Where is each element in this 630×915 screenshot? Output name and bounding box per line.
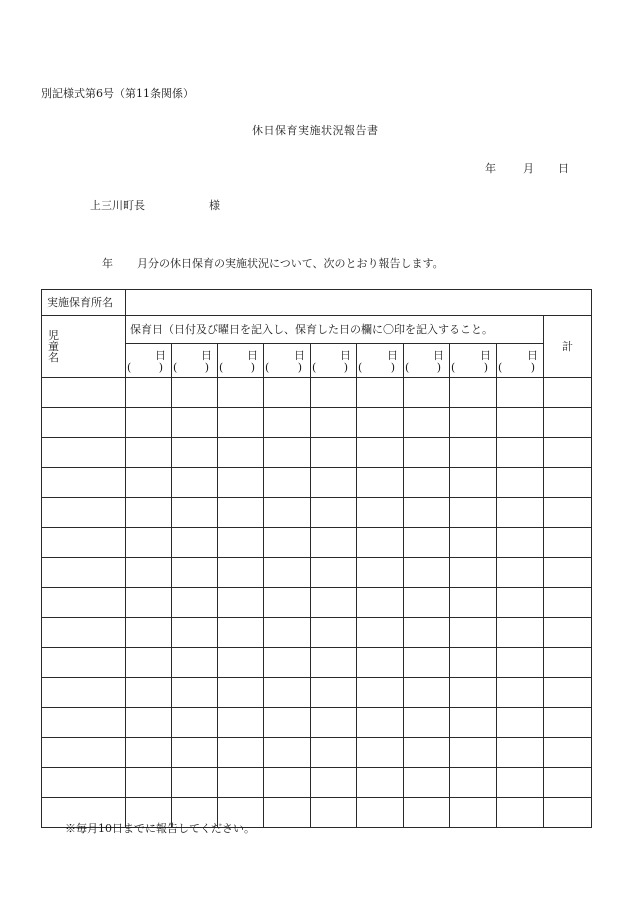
attendance-cell[interactable]: [450, 378, 497, 408]
child-name-cell[interactable]: [42, 738, 126, 768]
attendance-cell[interactable]: [404, 438, 450, 468]
attendance-cell[interactable]: [497, 798, 544, 828]
child-name-cell[interactable]: [42, 468, 126, 498]
attendance-cell[interactable]: [450, 738, 497, 768]
day-label: 日: [294, 349, 305, 362]
attendance-cell[interactable]: [357, 468, 404, 498]
attendance-cell[interactable]: [311, 408, 357, 438]
attendance-cell[interactable]: [450, 588, 497, 618]
total-cell[interactable]: [544, 708, 592, 738]
attendance-cell[interactable]: [264, 588, 311, 618]
date-year-label: 年: [485, 162, 496, 175]
attendance-cell[interactable]: [404, 648, 450, 678]
attendance-cell[interactable]: [404, 378, 450, 408]
attendance-cell[interactable]: [264, 498, 311, 528]
child-name-header: 児 童 名: [42, 316, 126, 378]
attendance-cell[interactable]: [172, 738, 218, 768]
table-row: [42, 678, 592, 708]
attendance-cell[interactable]: [126, 588, 172, 618]
attendance-cell[interactable]: [497, 498, 544, 528]
attendance-cell[interactable]: [311, 378, 357, 408]
attendance-cell[interactable]: [497, 708, 544, 738]
attendance-cell[interactable]: [126, 648, 172, 678]
attendance-cell[interactable]: [404, 498, 450, 528]
attendance-cell[interactable]: [450, 438, 497, 468]
total-header: 計: [544, 316, 592, 378]
attendance-cell[interactable]: [404, 468, 450, 498]
addressee-honorific: 様: [209, 199, 220, 212]
intro-year-label: 年: [102, 257, 113, 270]
attendance-cell[interactable]: [172, 768, 218, 798]
attendance-cell[interactable]: [218, 618, 264, 648]
child-name-cell[interactable]: [42, 408, 126, 438]
attendance-cell[interactable]: [126, 408, 172, 438]
attendance-cell[interactable]: [172, 588, 218, 618]
attendance-cell[interactable]: [357, 618, 404, 648]
table-row: [42, 378, 592, 408]
total-cell[interactable]: [544, 438, 592, 468]
attendance-cell[interactable]: [311, 678, 357, 708]
day-column-header[interactable]: [126, 344, 172, 378]
total-cell[interactable]: [544, 558, 592, 588]
weekday-paren-open: (: [358, 361, 363, 374]
attendance-cell[interactable]: [264, 708, 311, 738]
table-row: [42, 498, 592, 528]
addressee-name: 上三川町長: [90, 199, 145, 212]
day-column-header[interactable]: [311, 344, 357, 378]
day-label: 日: [340, 349, 351, 362]
attendance-cell[interactable]: [218, 768, 264, 798]
attendance-cell[interactable]: [264, 618, 311, 648]
attendance-cell[interactable]: [172, 678, 218, 708]
total-cell[interactable]: [544, 738, 592, 768]
weekday-paren-open: (: [451, 361, 456, 374]
child-name-cell[interactable]: [42, 768, 126, 798]
day-column-header[interactable]: [172, 344, 218, 378]
form-number: 別記様式第6号（第11条関係）: [41, 87, 194, 100]
attendance-cell[interactable]: [311, 798, 357, 828]
child-name-cell[interactable]: [42, 378, 126, 408]
weekday-paren-open: (: [405, 361, 410, 374]
attendance-cell[interactable]: [357, 678, 404, 708]
header-row: [42, 316, 592, 344]
attendance-cell[interactable]: [357, 738, 404, 768]
attendance-cell[interactable]: [450, 648, 497, 678]
weekday-paren-close: ): [158, 361, 163, 374]
child-name-cell[interactable]: [42, 528, 126, 558]
total-cell[interactable]: [544, 798, 592, 828]
attendance-cell[interactable]: [497, 438, 544, 468]
attendance-cell[interactable]: [218, 708, 264, 738]
attendance-cell[interactable]: [172, 438, 218, 468]
weekday-paren-close: ): [297, 361, 302, 374]
attendance-cell[interactable]: [404, 798, 450, 828]
attendance-cell[interactable]: [172, 708, 218, 738]
day-column-header[interactable]: [218, 344, 264, 378]
intro-text: 月分の休日保育の実施状況について、次のとおり報告します。: [137, 257, 444, 270]
facility-label: 実施保育所名: [42, 290, 126, 316]
attendance-cell[interactable]: [404, 558, 450, 588]
weekday-paren-close: ): [204, 361, 209, 374]
attendance-cell[interactable]: [404, 768, 450, 798]
attendance-cell[interactable]: [264, 528, 311, 558]
attendance-cell[interactable]: [218, 468, 264, 498]
attendance-cell[interactable]: [450, 618, 497, 648]
attendance-cell[interactable]: [126, 708, 172, 738]
attendance-cell[interactable]: [311, 738, 357, 768]
attendance-cell[interactable]: [404, 738, 450, 768]
day-label: 日: [480, 349, 491, 362]
attendance-cell[interactable]: [264, 468, 311, 498]
attendance-cell[interactable]: [264, 738, 311, 768]
table-row: [42, 438, 592, 468]
child-name-cell[interactable]: [42, 708, 126, 738]
attendance-cell[interactable]: [497, 618, 544, 648]
attendance-cell[interactable]: [357, 768, 404, 798]
child-name-cell[interactable]: [42, 648, 126, 678]
attendance-cell[interactable]: [126, 618, 172, 648]
weekday-paren-close: ): [436, 361, 441, 374]
date-day-label: 日: [558, 162, 569, 175]
weekday-paren-close: ): [530, 361, 535, 374]
attendance-cell[interactable]: [357, 408, 404, 438]
total-cell[interactable]: [544, 468, 592, 498]
attendance-cell[interactable]: [218, 528, 264, 558]
table-row: [42, 588, 592, 618]
day-label: 日: [247, 349, 258, 362]
attendance-cell[interactable]: [450, 768, 497, 798]
attendance-cell[interactable]: [497, 468, 544, 498]
attendance-cell[interactable]: [497, 768, 544, 798]
attendance-cell[interactable]: [450, 498, 497, 528]
child-name-cell[interactable]: [42, 558, 126, 588]
attendance-cell[interactable]: [126, 528, 172, 558]
attendance-cell[interactable]: [264, 768, 311, 798]
table-row: [42, 618, 592, 648]
total-cell[interactable]: [544, 378, 592, 408]
attendance-cell[interactable]: [126, 378, 172, 408]
attendance-cell[interactable]: [357, 498, 404, 528]
attendance-cell[interactable]: [450, 678, 497, 708]
attendance-cell[interactable]: [218, 408, 264, 438]
day-column-header[interactable]: [404, 344, 450, 378]
attendance-cell[interactable]: [311, 498, 357, 528]
attendance-cell[interactable]: [172, 648, 218, 678]
child-name-cell[interactable]: [42, 678, 126, 708]
table-row: [42, 708, 592, 738]
attendance-cell[interactable]: [450, 408, 497, 438]
weekday-paren-open: (: [173, 361, 178, 374]
attendance-cell[interactable]: [497, 378, 544, 408]
attendance-cell[interactable]: [404, 678, 450, 708]
facility-name-field[interactable]: [126, 290, 592, 316]
footnote: ※毎月10日までに報告してください。: [65, 822, 255, 835]
attendance-cell[interactable]: [404, 588, 450, 618]
attendance-cell[interactable]: [126, 738, 172, 768]
attendance-cell[interactable]: [497, 648, 544, 678]
attendance-cell[interactable]: [218, 498, 264, 528]
attendance-cell[interactable]: [264, 798, 311, 828]
day-column-header[interactable]: [450, 344, 497, 378]
attendance-cell[interactable]: [450, 708, 497, 738]
weekday-paren-close: ): [483, 361, 488, 374]
weekday-paren-open: (: [127, 361, 132, 374]
attendance-cell[interactable]: [357, 588, 404, 618]
total-cell[interactable]: [544, 648, 592, 678]
attendance-cell[interactable]: [264, 678, 311, 708]
day-column-header[interactable]: [264, 344, 311, 378]
attendance-cell[interactable]: [404, 708, 450, 738]
attendance-cell[interactable]: [172, 468, 218, 498]
attendance-cell[interactable]: [218, 588, 264, 618]
attendance-cell[interactable]: [126, 438, 172, 468]
weekday-paren-close: ): [250, 361, 255, 374]
attendance-cell[interactable]: [311, 468, 357, 498]
attendance-cell[interactable]: [172, 558, 218, 588]
table-row: [42, 468, 592, 498]
attendance-cell[interactable]: [357, 438, 404, 468]
attendance-cell[interactable]: [218, 678, 264, 708]
attendance-cell[interactable]: [497, 528, 544, 558]
day-column-header[interactable]: [357, 344, 404, 378]
day-label: 日: [387, 349, 398, 362]
attendance-cell[interactable]: [450, 528, 497, 558]
attendance-cell[interactable]: [264, 378, 311, 408]
day-label: 日: [155, 349, 166, 362]
attendance-cell[interactable]: [126, 678, 172, 708]
attendance-cell[interactable]: [404, 618, 450, 648]
day-column-header[interactable]: [497, 344, 544, 378]
attendance-cell[interactable]: [497, 678, 544, 708]
weekday-paren-open: (: [265, 361, 270, 374]
day-label: 日: [527, 349, 538, 362]
attendance-cell[interactable]: [264, 438, 311, 468]
attendance-cell[interactable]: [450, 798, 497, 828]
total-cell[interactable]: [544, 528, 592, 558]
childcare-days-note: 保育日（日付及び曜日を記入し、保育した日の欄に〇印を記入すること。: [126, 316, 544, 344]
total-cell[interactable]: [544, 588, 592, 618]
attendance-cell[interactable]: [264, 408, 311, 438]
table-row: [42, 738, 592, 768]
child-name-cell[interactable]: [42, 588, 126, 618]
total-cell[interactable]: [544, 618, 592, 648]
report-table: [41, 289, 592, 828]
attendance-cell[interactable]: [218, 558, 264, 588]
table-row: [42, 648, 592, 678]
attendance-cell[interactable]: [357, 558, 404, 588]
attendance-cell[interactable]: [311, 558, 357, 588]
attendance-cell[interactable]: [497, 408, 544, 438]
attendance-cell[interactable]: [357, 378, 404, 408]
attendance-cell[interactable]: [450, 468, 497, 498]
attendance-cell[interactable]: [126, 498, 172, 528]
attendance-cell[interactable]: [311, 438, 357, 468]
attendance-cell[interactable]: [172, 408, 218, 438]
attendance-cell[interactable]: [218, 738, 264, 768]
table-row: [42, 558, 592, 588]
day-label: 日: [433, 349, 444, 362]
total-cell[interactable]: [544, 498, 592, 528]
table-row: [42, 528, 592, 558]
total-cell[interactable]: [544, 768, 592, 798]
attendance-cell[interactable]: [311, 708, 357, 738]
attendance-cell[interactable]: [311, 648, 357, 678]
weekday-paren-close: ): [343, 361, 348, 374]
attendance-cell[interactable]: [357, 528, 404, 558]
attendance-cell[interactable]: [497, 588, 544, 618]
attendance-cell[interactable]: [264, 558, 311, 588]
child-name-cell[interactable]: [42, 438, 126, 468]
weekday-paren-open: (: [312, 361, 317, 374]
attendance-cell[interactable]: [172, 378, 218, 408]
table-row: [42, 768, 592, 798]
date-month-label: 月: [523, 162, 534, 175]
weekday-paren-open: (: [219, 361, 224, 374]
attendance-cell[interactable]: [311, 618, 357, 648]
attendance-cell[interactable]: [126, 468, 172, 498]
attendance-cell[interactable]: [218, 378, 264, 408]
facility-row: [42, 290, 592, 316]
attendance-cell[interactable]: [497, 738, 544, 768]
attendance-cell[interactable]: [126, 768, 172, 798]
attendance-cell[interactable]: [264, 648, 311, 678]
attendance-cell[interactable]: [311, 528, 357, 558]
total-cell[interactable]: [544, 678, 592, 708]
weekday-paren-open: (: [498, 361, 503, 374]
child-name-cell[interactable]: [42, 618, 126, 648]
attendance-cell[interactable]: [357, 708, 404, 738]
attendance-cell[interactable]: [450, 558, 497, 588]
attendance-cell[interactable]: [357, 648, 404, 678]
attendance-cell[interactable]: [404, 408, 450, 438]
attendance-cell[interactable]: [126, 558, 172, 588]
attendance-cell[interactable]: [311, 588, 357, 618]
document-title: 休日保育実施状況報告書: [252, 124, 379, 137]
child-name-cell[interactable]: [42, 498, 126, 528]
attendance-cell[interactable]: [311, 768, 357, 798]
attendance-cell[interactable]: [172, 498, 218, 528]
attendance-cell[interactable]: [404, 528, 450, 558]
attendance-cell[interactable]: [497, 558, 544, 588]
attendance-cell[interactable]: [218, 438, 264, 468]
attendance-cell[interactable]: [218, 648, 264, 678]
attendance-cell[interactable]: [172, 618, 218, 648]
attendance-cell[interactable]: [172, 528, 218, 558]
weekday-paren-close: ): [390, 361, 395, 374]
total-cell[interactable]: [544, 408, 592, 438]
day-label: 日: [201, 349, 212, 362]
attendance-cell[interactable]: [357, 798, 404, 828]
table-row: [42, 408, 592, 438]
